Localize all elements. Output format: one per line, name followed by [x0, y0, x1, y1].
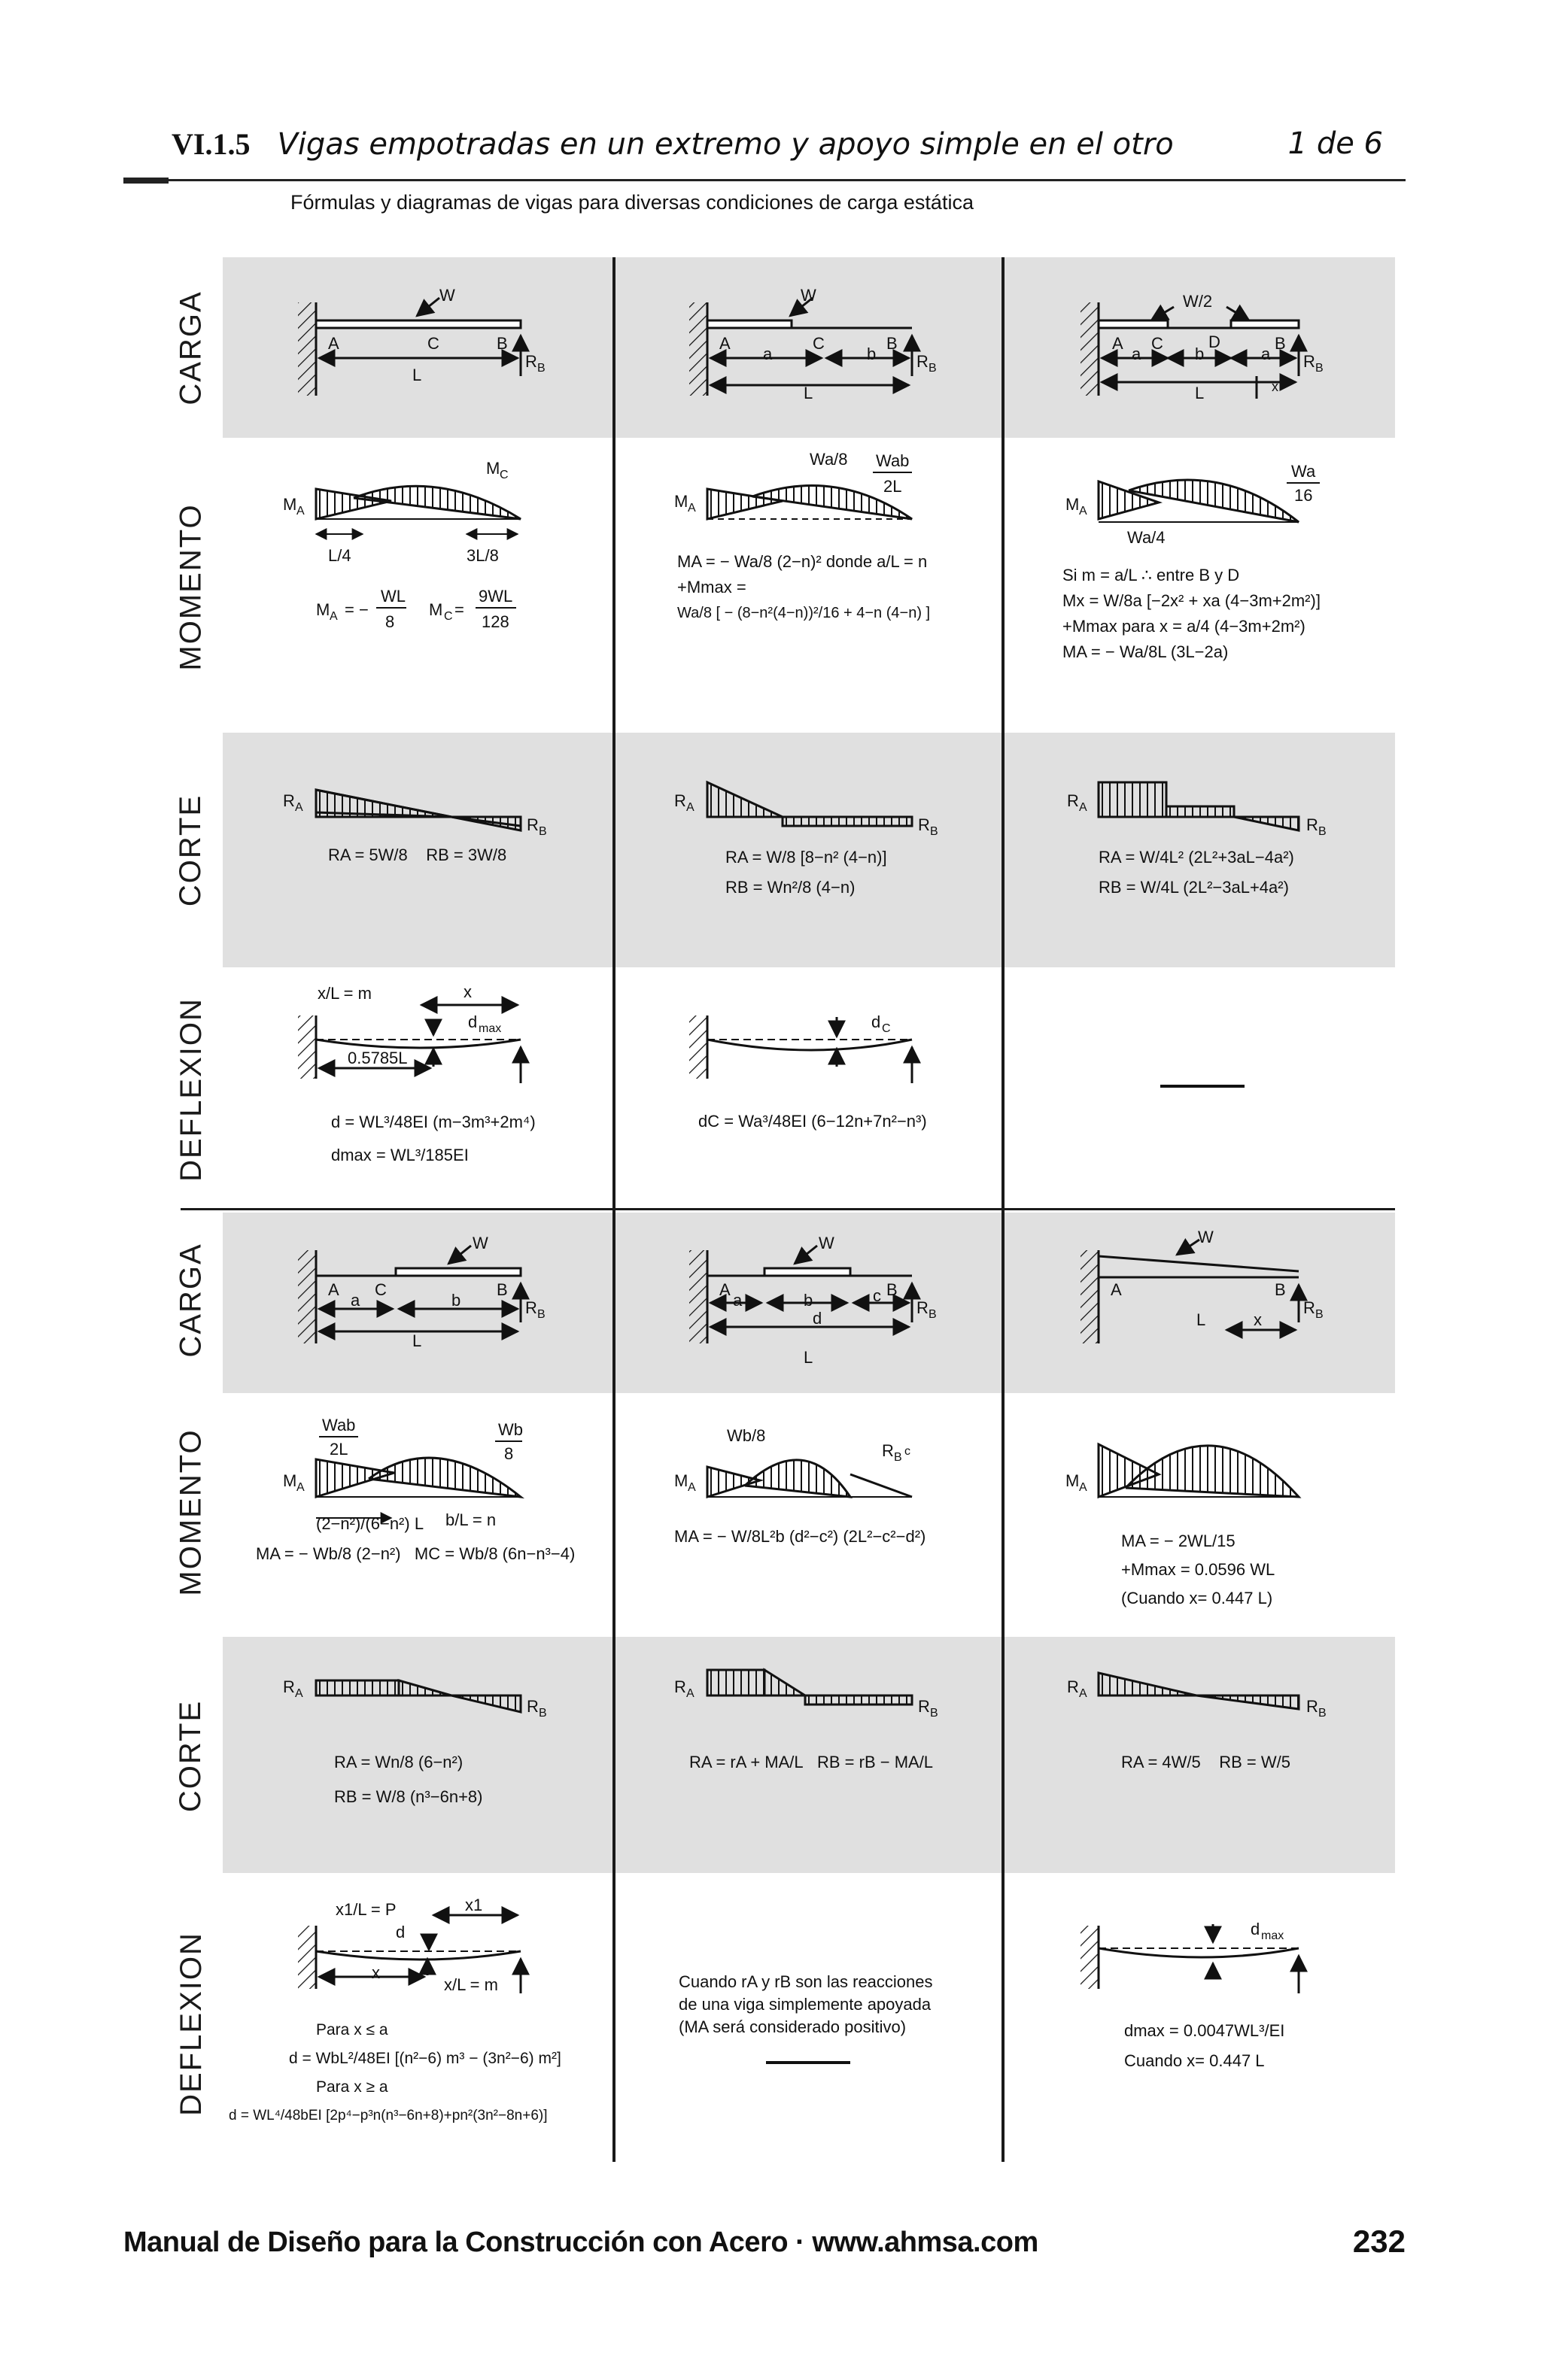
- svg-text:A: A: [295, 801, 303, 814]
- svg-text:x: x: [464, 982, 472, 1001]
- deflexion-row-1: [298, 1005, 912, 1083]
- svg-text:A: A: [719, 334, 731, 353]
- svg-text:B: B: [539, 1707, 547, 1720]
- formula-block-c5-momento: MA = − W/8L²b (d²−c²) (2L²−c²−d²): [674, 1527, 926, 1546]
- svg-text:M: M: [283, 495, 297, 514]
- svg-text:R: R: [527, 815, 539, 834]
- svg-text:a: a: [1132, 345, 1141, 363]
- not-applicable-dash: [1160, 1085, 1245, 1088]
- svg-text:M: M: [674, 492, 688, 511]
- svg-text:b: b: [804, 1291, 813, 1310]
- svg-text:M: M: [1065, 1471, 1080, 1490]
- svg-text:a: a: [1261, 345, 1271, 363]
- ratio-label: x/L = m: [444, 1975, 498, 1994]
- svg-text:A: A: [296, 505, 305, 518]
- svg-text:Wa/8: Wa/8: [810, 450, 848, 469]
- svg-text:R: R: [1303, 352, 1315, 371]
- load-arrow-icon: [417, 298, 439, 316]
- svg-text:A: A: [296, 1481, 305, 1494]
- corte-row-1: [316, 782, 1299, 830]
- svg-text:2L: 2L: [330, 1440, 348, 1459]
- svg-text:D: D: [1208, 332, 1220, 351]
- carga-row-1: [298, 298, 1299, 399]
- svg-text:b: b: [867, 345, 877, 363]
- svg-text:R: R: [1067, 1677, 1079, 1696]
- svg-text:2L: 2L: [883, 477, 902, 496]
- svg-text:B: B: [929, 362, 937, 375]
- momento-row-2: [316, 1444, 1299, 1518]
- note-simply-supported: Cuando rA y rB son las reacciones de una viga simplemente apoyada (MA será considerado positivo): [679, 1972, 933, 2036]
- svg-text:Wb: Wb: [498, 1420, 523, 1439]
- svg-text:M: M: [316, 600, 330, 619]
- formula-block-c6-momento: MA = − 2WL/15 +Mmax = 0.0596 WL (Cuando x= 0.447 L): [1121, 1532, 1275, 1607]
- svg-text:d: d: [871, 1012, 881, 1031]
- ratio-label: b/L = n: [445, 1510, 497, 1529]
- svg-text:L/4: L/4: [328, 546, 351, 565]
- formula-block-c1-corte: RA = 5W/8 RB = 3W/8: [328, 845, 507, 864]
- svg-text:R: R: [918, 815, 930, 834]
- svg-text:A: A: [1079, 1687, 1087, 1700]
- svg-text:R: R: [1306, 815, 1318, 834]
- svg-text:A: A: [686, 801, 695, 814]
- svg-text:M: M: [1065, 495, 1080, 514]
- svg-text:L: L: [804, 1348, 813, 1367]
- svg-text:R: R: [527, 1697, 539, 1716]
- svg-text:Wa: Wa: [1291, 462, 1316, 481]
- svg-text:128: 128: [482, 612, 509, 631]
- svg-text:R: R: [674, 1677, 686, 1696]
- svg-text:W: W: [473, 1234, 488, 1252]
- svg-text:C: C: [427, 334, 439, 353]
- page-of-counter: 1 de 6: [1287, 126, 1383, 161]
- svg-text:R: R: [1067, 791, 1079, 810]
- svg-text:A: A: [1079, 801, 1087, 814]
- svg-text:max: max: [1261, 1929, 1284, 1942]
- svg-text:A: A: [719, 1280, 731, 1299]
- svg-text:C: C: [375, 1280, 387, 1299]
- svg-text:W: W: [819, 1234, 834, 1252]
- svg-text:A: A: [1111, 1280, 1122, 1299]
- svg-text:W/2: W/2: [1183, 292, 1213, 311]
- svg-text:d: d: [396, 1923, 406, 1941]
- formula-block-c5-corte: RA = rA + MA/L RB = rB − MA/L: [689, 1753, 934, 1771]
- svg-text:A: A: [328, 334, 339, 353]
- svg-text:L: L: [412, 1331, 422, 1350]
- svg-text:Wa/4: Wa/4: [1127, 528, 1166, 547]
- svg-text:B: B: [497, 334, 508, 353]
- carga-row-2-text: [328, 1228, 1324, 1367]
- svg-text:d: d: [468, 1012, 478, 1031]
- svg-text:A: A: [328, 1280, 339, 1299]
- svg-text:A: A: [688, 502, 696, 515]
- svg-text:R: R: [525, 352, 537, 371]
- svg-text:d: d: [813, 1309, 822, 1328]
- formula-block-c6-deflexion: dmax = 0.0047WL³/EI Cuando x= 0.447 L: [1124, 2021, 1285, 2070]
- svg-text:B: B: [930, 825, 938, 838]
- section-title: Vigas empotradas en un extremo y apoyo simple en el otro: [277, 127, 1174, 162]
- ratio-label: x/L = m: [318, 984, 372, 1003]
- svg-text:a: a: [733, 1291, 743, 1310]
- fixed-support-icon: [298, 302, 316, 396]
- svg-text:d: d: [1251, 1920, 1260, 1938]
- formula-block-c4-corte: RA = Wn/8 (6−n²) RB = W/8 (n³−6n+8): [334, 1753, 483, 1806]
- footer-page-number: 232: [1352, 2224, 1406, 2259]
- svg-text:C: C: [882, 1022, 891, 1035]
- corte-row-2: [316, 1670, 1299, 1712]
- svg-text:M: M: [283, 1471, 297, 1490]
- svg-text:x: x: [1272, 379, 1278, 394]
- svg-text:L: L: [804, 384, 813, 402]
- svg-text:x1: x1: [465, 1896, 483, 1914]
- svg-text:b: b: [1195, 345, 1205, 363]
- formula-block-c6-corte: RA = 4W/5 RB = W/5: [1121, 1753, 1290, 1771]
- page-subtitle: Fórmulas y diagramas de vigas para diversas condiciones de carga estática: [290, 191, 974, 214]
- svg-text:R: R: [283, 791, 295, 810]
- svg-text:8: 8: [504, 1444, 514, 1463]
- svg-text:C: C: [444, 610, 453, 623]
- svg-text:b: b: [451, 1291, 461, 1310]
- section-number: VI.1.5: [172, 127, 251, 161]
- svg-text:R: R: [882, 1441, 894, 1460]
- svg-text:L: L: [412, 366, 422, 384]
- svg-text:B: B: [886, 334, 898, 353]
- svg-text:L: L: [1195, 384, 1205, 402]
- svg-text:B: B: [537, 362, 546, 375]
- svg-text:R: R: [1306, 1697, 1318, 1716]
- svg-text:x: x: [372, 1963, 380, 1982]
- formula-block-c2-momento: MA = − Wa/8 (2−n)² donde a/L = n +Mmax = Wa/8 [ − (8−n²(4−n))²/16 + 4−n (4−n) ]: [677, 552, 931, 621]
- footer-title: Manual de Diseño para la Construcción con Acero · www.ahmsa.com: [123, 2227, 1038, 2258]
- svg-text:M: M: [429, 600, 443, 619]
- svg-text:B: B: [1275, 1280, 1286, 1299]
- svg-text:A: A: [1079, 505, 1087, 518]
- svg-text:A: A: [330, 610, 338, 623]
- svg-text:C: C: [1151, 334, 1163, 353]
- momento-row-1: [316, 480, 1299, 534]
- svg-text:Wab: Wab: [876, 451, 910, 470]
- svg-text:B: B: [1315, 1308, 1324, 1321]
- svg-text:R: R: [916, 352, 929, 371]
- svg-text:C: C: [813, 334, 825, 353]
- svg-text:max: max: [479, 1022, 502, 1035]
- ratio-label: x1/L = P: [336, 1900, 397, 1919]
- svg-text:A: A: [688, 1481, 696, 1494]
- svg-text:B: B: [930, 1707, 938, 1720]
- svg-text:C: C: [500, 469, 509, 481]
- svg-text:=: =: [454, 600, 464, 619]
- svg-text:WL: WL: [381, 587, 406, 606]
- svg-text:c: c: [873, 1286, 881, 1305]
- svg-text:c: c: [904, 1445, 910, 1458]
- svg-text:R: R: [916, 1298, 929, 1317]
- svg-text:B: B: [537, 1308, 546, 1321]
- svg-text:W: W: [1198, 1228, 1214, 1246]
- svg-text:B: B: [1275, 334, 1286, 353]
- formula-block-c2-deflexion: dC = Wa³/48EI (6−12n+7n²−n³): [698, 1112, 927, 1131]
- svg-text:A: A: [1079, 1481, 1087, 1494]
- svg-text:= −: = −: [345, 600, 369, 619]
- fixed-support-icon: [1081, 302, 1099, 396]
- distance-label: 0.5785L: [348, 1049, 408, 1067]
- svg-text:B: B: [1318, 1707, 1327, 1720]
- svg-text:W: W: [801, 286, 816, 305]
- svg-text:a: a: [763, 345, 773, 363]
- svg-text:B: B: [894, 1451, 902, 1464]
- svg-text:R: R: [283, 1677, 295, 1696]
- formula-block-c3-momento: Si m = a/L ∴ entre B y D Mx = W/8a [−2x² + xa (4−3m+2m²)] +Mmax para x = a/4 (4−3m+2m²) MA = − Wa/8L (3L−2a): [1062, 566, 1321, 661]
- svg-text:8: 8: [385, 612, 395, 631]
- svg-text:B: B: [1318, 825, 1327, 838]
- svg-text:x: x: [1254, 1310, 1262, 1329]
- svg-text:B: B: [1315, 362, 1324, 375]
- svg-text:3L/8: 3L/8: [467, 546, 499, 565]
- svg-text:a: a: [351, 1291, 360, 1310]
- note-underline: [766, 2061, 850, 2064]
- deflexion-row-1-text: [318, 982, 891, 1067]
- formula-block-c4-deflexion: Para x ≤ a d = WbL²/48EI [(n²−6) m³ − (3n²−6) m²] Para x ≥ a d = WL⁴/48bEI [2p⁴−p³n(n³−6n+8)+pn²(3n²−8n+6)]: [229, 2021, 561, 2123]
- svg-text:A: A: [686, 1687, 695, 1700]
- svg-text:R: R: [1303, 1298, 1315, 1317]
- svg-text:A: A: [1112, 334, 1123, 353]
- svg-text:9WL: 9WL: [479, 587, 513, 606]
- carga-row-2: [298, 1240, 1299, 1343]
- svg-text:B: B: [539, 825, 547, 838]
- svg-text:B: B: [929, 1308, 937, 1321]
- formula-block-c3-corte: RA = W/4L² (2L²+3aL−4a²) RB = W/4L (2L²−3aL+4a²): [1099, 848, 1294, 897]
- svg-text:Wb/8: Wb/8: [727, 1426, 766, 1445]
- svg-text:A: A: [295, 1687, 303, 1700]
- svg-text:16: 16: [1294, 486, 1313, 505]
- svg-text:B: B: [886, 1280, 898, 1299]
- svg-text:Wab: Wab: [322, 1416, 356, 1434]
- svg-text:L: L: [1196, 1310, 1206, 1329]
- svg-text:R: R: [525, 1298, 537, 1317]
- svg-text:B: B: [497, 1280, 508, 1299]
- svg-text:M: M: [486, 459, 500, 478]
- svg-text:R: R: [674, 791, 686, 810]
- fixed-support-icon: [689, 302, 707, 396]
- load-label: W: [439, 286, 455, 305]
- svg-text:R: R: [918, 1697, 930, 1716]
- formula-block-c2-corte: RA = W/8 [8−n² (4−n)] RB = Wn²/8 (4−n): [725, 848, 887, 897]
- formula-block-c1-deflexion: d = WL³/48EI (m−3m³+2m⁴) dmax = WL³/185EI: [331, 1113, 536, 1164]
- svg-text:M: M: [674, 1471, 688, 1490]
- formula-block-c4-momento: (2−n²)/(6−n²) L MA = − Wb/8 (2−n²) MC = Wb/8 (6n−n³−4): [256, 1514, 576, 1563]
